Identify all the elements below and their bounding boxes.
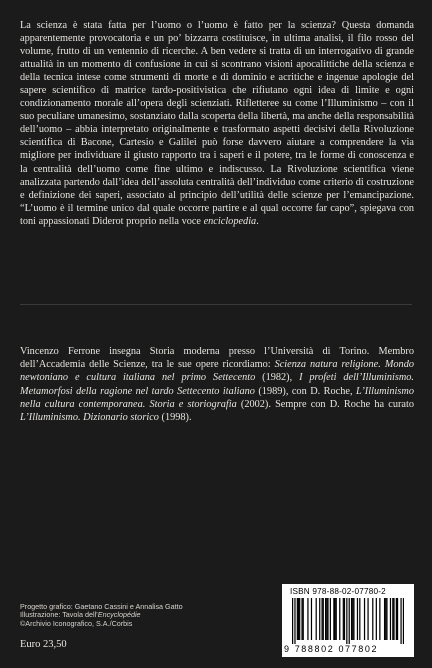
blurb-end: .: [256, 215, 259, 227]
barcode-bars: [292, 598, 404, 644]
barcode-bar: [321, 598, 322, 640]
credit-illustration-source: Encyclopédie: [97, 610, 141, 620]
isbn-barcode: [282, 584, 414, 657]
barcode-bar: [351, 598, 352, 640]
barcode-bar: [336, 598, 337, 640]
barcode-bar: [386, 598, 387, 640]
barcode-bar: [303, 598, 304, 640]
barcode-bar: [311, 598, 312, 640]
ean-digits: 9 788802 077802: [284, 644, 379, 654]
bio-title-4: L’Illuminismo. Dizionario storico: [20, 412, 159, 424]
barcode-bar: [403, 598, 404, 644]
barcode-bar: [307, 598, 308, 640]
bio-text-1: Vincenzo Ferrone insegna Storia moderna presso l’Università di Torino. Membro dell’Accademia delle Scienze, tra le sue opere ricordiamo:: [20, 346, 414, 371]
author-bio: [20, 345, 414, 424]
barcode-bar: [330, 598, 331, 640]
barcode-bar: [364, 598, 365, 640]
credit-graphic-design: Progetto grafico: Gaetano Cassini e Annalisa Gatto: [20, 602, 183, 611]
barcode-bar: [319, 598, 320, 640]
barcode-bar: [352, 598, 353, 640]
barcode-bar: [339, 598, 340, 640]
barcode-bar: [384, 598, 385, 640]
barcode-bar: [343, 598, 344, 640]
barcode-bar: [294, 598, 295, 644]
barcode-bar: [349, 598, 350, 644]
barcode-bar: [385, 598, 386, 640]
barcode-bar: [297, 598, 298, 640]
barcode-bar: [392, 598, 393, 640]
section-divider: [20, 304, 412, 305]
bio-text-5: (1998).: [158, 412, 192, 424]
barcode-bar: [400, 598, 401, 644]
barcode-bar: [323, 598, 324, 640]
barcode-bar: [344, 598, 345, 640]
bio-title-2: I profeti dell’Illuminismo. Metamorfosi della ragione nel tardo Settecento italiano: [20, 372, 414, 397]
barcode-bar: [396, 598, 397, 640]
blurb-paragraph: [20, 19, 414, 228]
barcode-bar: [359, 598, 360, 640]
bio-text-2: (1982),: [255, 372, 300, 384]
barcode-bar: [299, 598, 300, 640]
barcode-bar: [353, 598, 354, 640]
barcode-bar: [327, 598, 328, 640]
barcode-bar: [316, 598, 317, 640]
bio-text-4: (2002). Sempre con D. Roche ha curato: [236, 398, 414, 410]
barcode-bar: [346, 598, 347, 644]
blurb-italic-term: enciclopedia: [203, 215, 257, 227]
credits: [20, 603, 220, 628]
barcode-bar: [357, 598, 358, 640]
barcode-bar: [301, 598, 302, 640]
barcode-bar: [397, 598, 398, 640]
blurb-text: La scienza è stata fatta per l’uomo o l’uomo è fatto per la scienza? Questa domanda apparentemente provocatoria e un po’ bizzarra costituisce, in ultima analisi, il filo rosso del volume, frutto di un ventennio di ricerche. A ben vedere si tratta di un interrogativo di grande attualità in un momento di confusione in cui si scontrano visioni apocalittiche della scienza e della tecnica intese come strumenti di morte e di dominio e acritiche e ingenue apologie del sapere scientifico di matrice tardo-positivistica che rifiutano ogni idea di limite e ogni condizionamento morale all’opera degli scienziati. Rifletteree su come l’Illuminismo – con il suo peculiare umanesimo, sostanziato dalla scoperta della libertà, ma anche della responsabilità dell’uomo – abbia interpretato originalmente e trasformato aspetti decisivi della Rivoluzione scientifica di Bacone, Cartesio e Galilei può forse davvero aiutare a comprendere la via migliore per individuare il giusto rapporto tra i saperi e il potere, tra le forme di conoscenza e la centralità dell’uomo come fine ultimo e indiscusso. La Rivoluzione scientifica viene analizzata partendo dall’idea dell’assoluta centralità dell’individuo come criterio di costruzione e definizione dei saperi, associato al principio dell’utilità delle scienze per l’emancipazione. “L’uomo è il termine unico dal quale occorre partire e al qual occorre far capo”, spiegava con toni appassionati Diderot proprio nella voce: [20, 20, 414, 227]
bio-title-3: L’Illuminismo nella cultura contemporanea. Storia e storiografia: [20, 385, 414, 410]
barcode-bar: [326, 598, 327, 640]
barcode-bar: [372, 598, 373, 640]
bio-title-1: Scienza natura religione. Mondo newtoniano e cultura italiana nel primo Settecento: [20, 359, 414, 384]
price: Euro 23,50: [20, 639, 67, 650]
barcode-bar: [367, 598, 368, 640]
barcode-bar: [292, 598, 293, 644]
barcode-bar: [298, 598, 299, 640]
isbn-label: ISBN 978-88-02-07780-2: [290, 587, 386, 596]
barcode-bar: [334, 598, 335, 640]
barcode-bar: [376, 598, 377, 640]
barcode-bar: [379, 598, 380, 640]
credit-illustration-prefix: Illustrazione: Tavola dell’: [20, 610, 98, 620]
bio-text-3: (1989), con D. Roche,: [254, 385, 357, 397]
barcode-bar: [393, 598, 394, 640]
barcode-bar: [325, 598, 326, 640]
barcode-bar: [390, 598, 391, 640]
credit-copyright: ©Archivio Iconografico, S.A./Corbis: [20, 618, 133, 628]
barcode-bar: [333, 598, 334, 640]
